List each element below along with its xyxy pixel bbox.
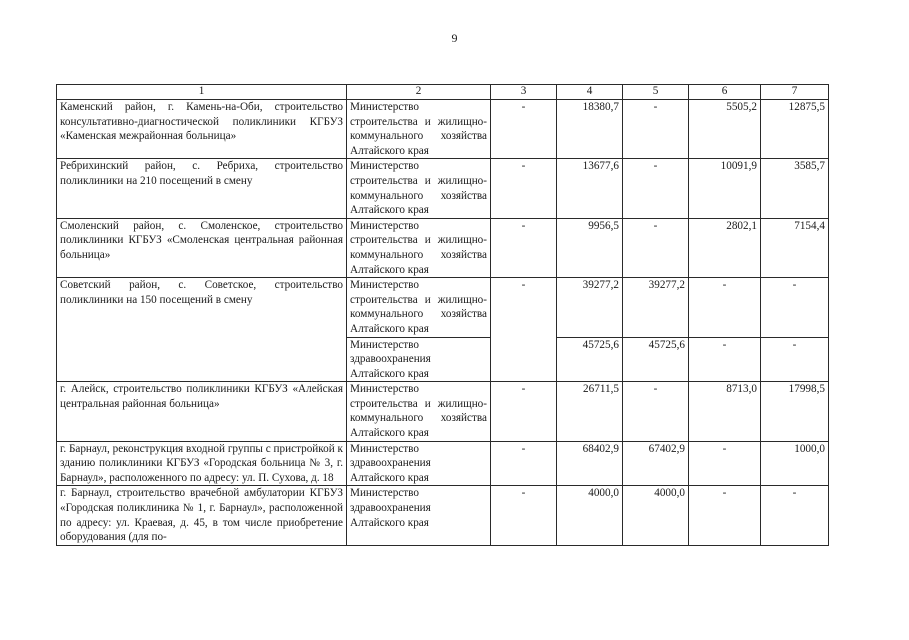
value-cell-7: 17998,5 — [761, 382, 829, 441]
value-cell-4: 4000,0 — [557, 486, 623, 545]
value-cell-4: 45725,6 — [557, 337, 623, 382]
page-number: 9 — [451, 31, 458, 45]
value-cell-6: - — [689, 486, 761, 545]
object-cell: г. Барнаул, строительство врачебной амбулатории КГБУЗ «Городская поликлиника № 1, г. Барнаул», расположенной по адресу: ул. Краевая, д. 45, в том числе приобретение оборудования (для по- — [57, 486, 347, 545]
value-cell-3: - — [491, 278, 557, 382]
responsible-cell: Министерство строительства и жилищно-коммунального хозяйства Алтайского края — [347, 382, 491, 441]
value-cell-5: 4000,0 — [623, 486, 689, 545]
value-cell-7: - — [761, 486, 829, 545]
object-cell: Каменский район, г. Камень-на-Оби, строительство консультативно-диагностической поликлиники КГБУЗ «Каменская межрайонная больница» — [57, 100, 347, 159]
value-cell-7: 12875,5 — [761, 100, 829, 159]
responsible-cell: Министерство здравоохранения Алтайского края — [347, 337, 491, 382]
value-cell-5: 39277,2 — [623, 278, 689, 337]
column-header-2: 2 — [347, 85, 491, 100]
value-cell-3: - — [491, 100, 557, 159]
page-bottom-margin — [0, 588, 909, 640]
object-cell: Смоленский район, с. Смоленское, строительство поликлиники КГБУЗ «Смоленская центральная районная больница» — [57, 218, 347, 277]
responsible-cell: Министерство здравоохранения Алтайского края — [347, 486, 491, 545]
object-cell: Советский район, с. Советское, строительство поликлиники на 150 посещений в смену — [57, 278, 347, 382]
table-row — [57, 100, 829, 159]
value-cell-3: - — [491, 159, 557, 218]
value-cell-5: - — [623, 159, 689, 218]
responsible-cell: Министерство здравоохранения Алтайского края — [347, 441, 491, 486]
value-cell-6: 8713,0 — [689, 382, 761, 441]
value-cell-7: - — [761, 278, 829, 337]
column-header-5: 5 — [623, 85, 689, 100]
object-cell: г. Барнаул, реконструкция входной группы с пристройкой к зданию поликлиники КГБУЗ «Городская больница № 3, г. Барнаул», расположенного по адресу: ул. П. Сухова, д. 18 — [57, 441, 347, 486]
table-row — [57, 159, 829, 218]
value-cell-5: 45725,6 — [623, 337, 689, 382]
object-cell: г. Алейск, строительство поликлиники КГБУЗ «Алейская центральная районная больница» — [57, 382, 347, 441]
table-row — [57, 218, 829, 277]
value-cell-6: - — [689, 278, 761, 337]
value-cell-4: 13677,6 — [557, 159, 623, 218]
table-row — [57, 382, 829, 441]
responsible-cell: Министерство строительства и жилищно-коммунального хозяйства Алтайского края — [347, 278, 491, 337]
table-row — [57, 278, 829, 337]
value-cell-6: - — [689, 337, 761, 382]
value-cell-5: - — [623, 100, 689, 159]
value-cell-5: - — [623, 218, 689, 277]
table-row — [57, 441, 829, 486]
value-cell-6: - — [689, 441, 761, 486]
responsible-cell: Министерство строительства и жилищно-коммунального хозяйства Алтайского края — [347, 159, 491, 218]
budget-table — [56, 84, 829, 546]
value-cell-3: - — [491, 486, 557, 545]
value-cell-7: 3585,7 — [761, 159, 829, 218]
value-cell-6: 2802,1 — [689, 218, 761, 277]
value-cell-7: - — [761, 337, 829, 382]
responsible-cell: Министерство строительства и жилищно-коммунального хозяйства Алтайского края — [347, 218, 491, 277]
value-cell-4: 18380,7 — [557, 100, 623, 159]
table-header-row — [57, 85, 829, 100]
value-cell-3: - — [491, 382, 557, 441]
responsible-cell: Министерство строительства и жилищно-коммунального хозяйства Алтайского края — [347, 100, 491, 159]
column-header-6: 6 — [689, 85, 761, 100]
column-header-4: 4 — [557, 85, 623, 100]
value-cell-6: 5505,2 — [689, 100, 761, 159]
value-cell-3: - — [491, 441, 557, 486]
column-header-3: 3 — [491, 85, 557, 100]
value-cell-5: - — [623, 382, 689, 441]
value-cell-4: 39277,2 — [557, 278, 623, 337]
value-cell-4: 26711,5 — [557, 382, 623, 441]
column-header-1: 1 — [57, 85, 347, 100]
value-cell-4: 68402,9 — [557, 441, 623, 486]
value-cell-7: 7154,4 — [761, 218, 829, 277]
value-cell-4: 9956,5 — [557, 218, 623, 277]
table-row — [57, 486, 829, 545]
value-cell-7: 1000,0 — [761, 441, 829, 486]
column-header-7: 7 — [761, 85, 829, 100]
object-cell: Ребрихинский район, с. Ребриха, строительство поликлиники на 210 посещений в смену — [57, 159, 347, 218]
value-cell-5: 67402,9 — [623, 441, 689, 486]
value-cell-3: - — [491, 218, 557, 277]
value-cell-6: 10091,9 — [689, 159, 761, 218]
